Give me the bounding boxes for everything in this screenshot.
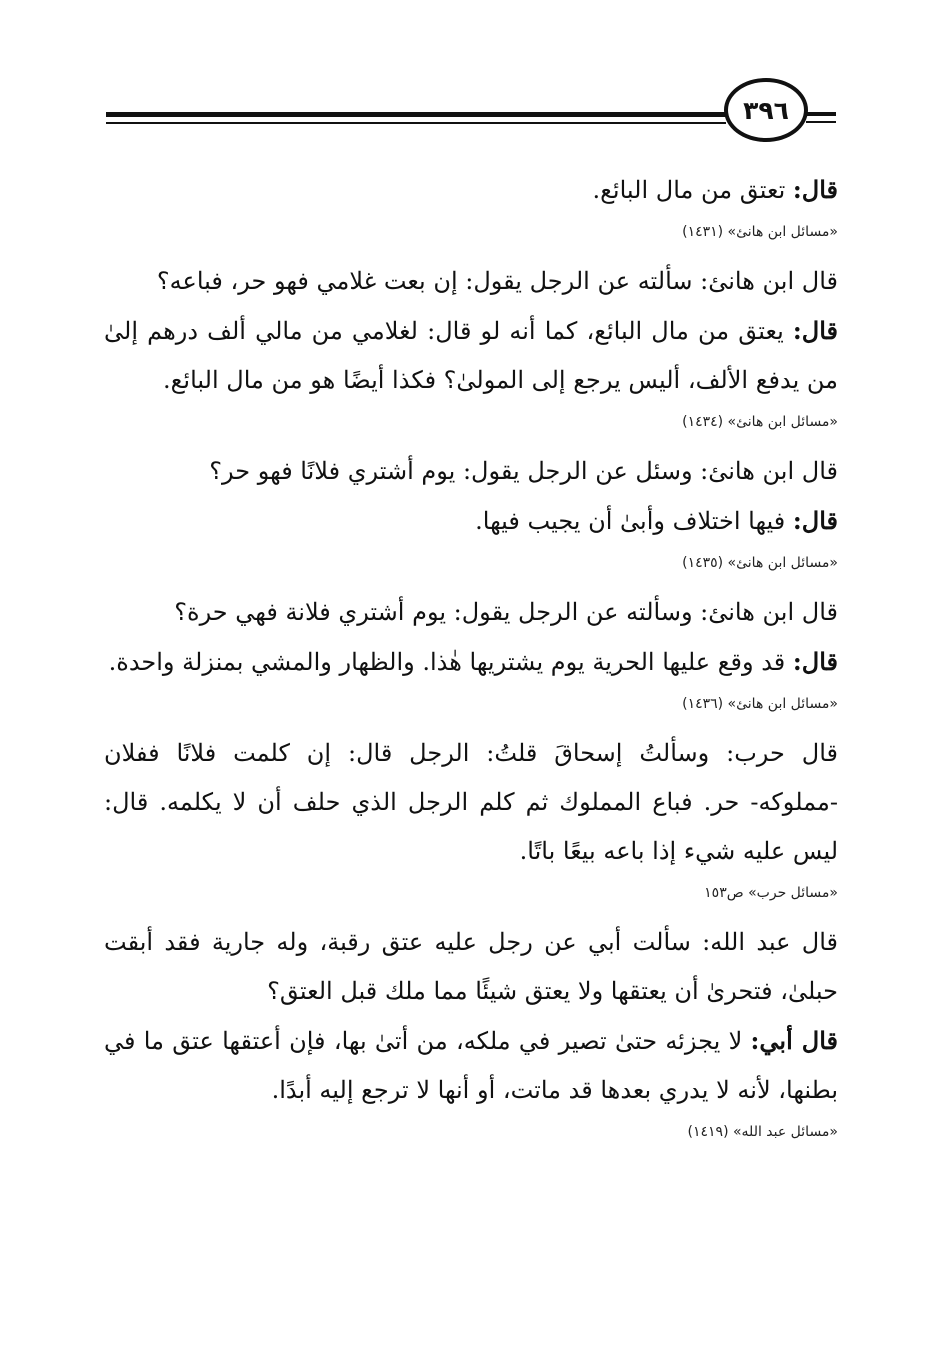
paragraph-text: تعتق من مال البائع. — [592, 176, 793, 204]
paragraph-text: قال ابن هانئ: وسألته عن الرجل يقول: يوم أشتري فلانة فهي حرة؟ — [174, 598, 838, 626]
citation: «مسائل ابن هانئ» (١٤٣١) — [682, 224, 838, 240]
paragraph — [104, 918, 838, 1016]
citation: «مسائل ابن هانئ» (١٤٣٥) — [682, 555, 838, 571]
page-body — [104, 165, 838, 1157]
header-rule-right — [806, 112, 836, 116]
header-rule-thin — [106, 122, 726, 124]
paragraph-text: قال ابن هانئ: وسئل عن الرجل يقول: يوم أشتري فلانًا فهو حر؟ — [209, 457, 838, 485]
paragraph-text: قد وقع عليها الحرية يوم يشتريها هٰذا. والظهار والمشي بمنزلة واحدة. — [108, 648, 793, 676]
speaker-label: قال: — [792, 647, 838, 676]
paragraph-text: قال حرب: وسألتُ إسحاقَ قلتُ: الرجل قال: إن كلمت فلانًا ففلان -مملوكه- حر. فباع المملوك ثم كلم الرجل الذي حلف أن لا يكلمه. قال: ليس عليه شيء إذا باعه بيعًا باتًا. — [104, 739, 838, 865]
paragraph-text: قال عبد الله: سألت أبي عن رجل عليه عتق رقبة، وله جارية فقد أبقت حبلىٰ، فتحرىٰ أن يعتقها ولا يعتق شيئًا مما ملك قبل العتق؟ — [104, 928, 838, 1005]
paragraph — [104, 306, 838, 405]
paragraph — [104, 165, 838, 215]
paragraph — [104, 1016, 838, 1115]
speaker-label: قال: — [792, 316, 838, 345]
paragraph — [104, 257, 838, 306]
speaker-label: قال: — [792, 506, 838, 535]
paragraph — [104, 588, 838, 637]
citation: «مسائل حرب» ص١٥٣ — [704, 885, 838, 901]
paragraph-text: فيها اختلاف وأبىٰ أن يجيب فيها. — [475, 507, 793, 535]
header-rule-thick — [106, 112, 726, 117]
paragraph-text: لا يجزئه حتىٰ تصير في ملكه، من أتىٰ بها، فإن أعتقها عتق ما في بطنها، لأنه لا يدري بعدها قد ماتت، أو أنها لا ترجع إليه أبدًا. — [104, 1027, 838, 1104]
citation: «مسائل ابن هانئ» (١٤٣٤) — [682, 414, 838, 430]
citation: «مسائل ابن هانئ» (١٤٣٦) — [682, 696, 838, 712]
speaker-label: قال أبي: — [750, 1026, 838, 1055]
paragraph — [104, 447, 838, 496]
page-number: ٣٩٦ — [724, 78, 808, 142]
paragraph — [104, 637, 838, 687]
speaker-label: قال: — [792, 175, 838, 204]
paragraph — [104, 496, 838, 546]
paragraph-text: قال ابن هانئ: سألته عن الرجل يقول: إن بعت غلامي فهو حر، فباعه؟ — [156, 267, 838, 295]
page-header — [0, 0, 942, 150]
header-rule-right-thin — [806, 121, 836, 123]
citation: «مسائل عبد الله» (١٤١٩) — [687, 1124, 838, 1140]
paragraph — [104, 729, 838, 876]
paragraph-text: يعتق من مال البائع، كما أنه لو قال: لغلامي من مالي ألف درهم إلىٰ من يدفع الألف، أليس يرجع إلى المولىٰ؟ فكذا أيضًا هو من مال البائع. — [104, 317, 838, 394]
